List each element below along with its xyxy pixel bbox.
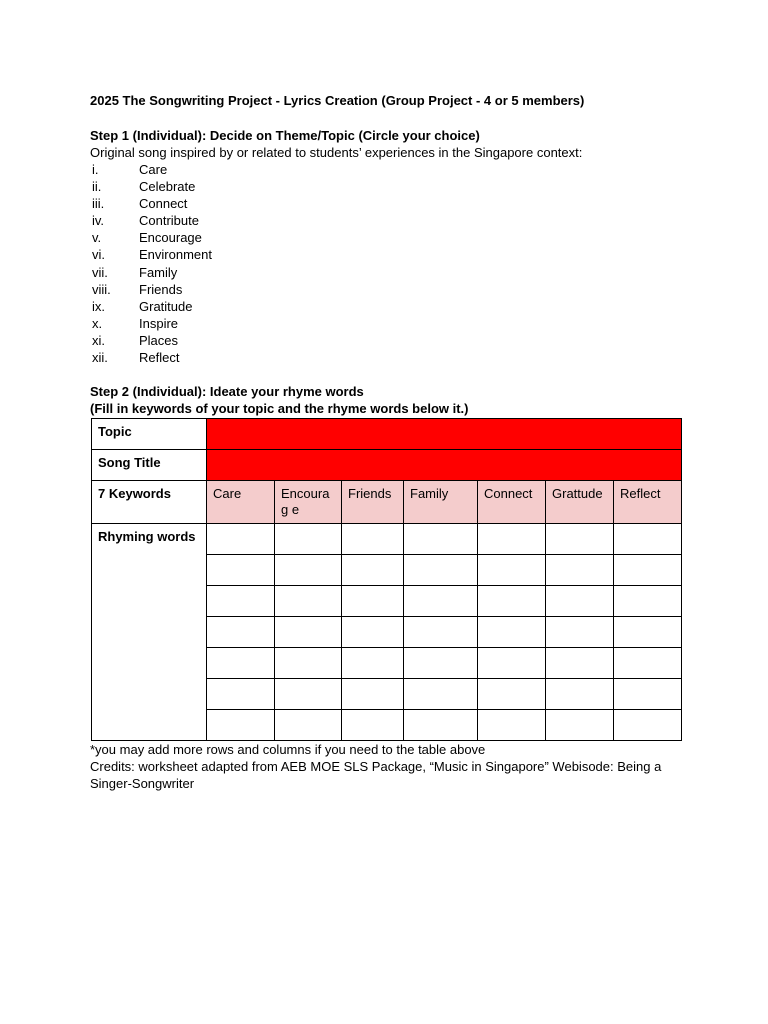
rhyme-cell[interactable] [404, 617, 478, 648]
topic-label: Topic [92, 419, 207, 450]
rhyme-cell[interactable] [342, 555, 404, 586]
credits: Credits: worksheet adapted from AEB MOE SLS Package, “Music in Singapore” Webisode: Being a Singer-Songwriter [90, 759, 662, 791]
rhyme-cell[interactable] [478, 617, 546, 648]
theme-item[interactable]: iii. Connect [92, 196, 188, 212]
rhyme-table [91, 418, 682, 741]
rhyme-cell[interactable] [342, 617, 404, 648]
rhyme-cell[interactable] [546, 555, 614, 586]
rhyme-cell[interactable] [342, 524, 404, 555]
rhyme-cell[interactable] [207, 555, 275, 586]
rhyme-cell[interactable] [478, 524, 546, 555]
keywords-label: 7 Keywords [92, 481, 207, 524]
rhyme-cell[interactable] [342, 679, 404, 710]
rhyme-cell[interactable] [404, 524, 478, 555]
rhyme-cell[interactable] [404, 555, 478, 586]
rhyme-cell[interactable] [404, 710, 478, 741]
theme-item[interactable]: xi. Places [92, 332, 179, 348]
keyword-cell[interactable]: Connect [478, 481, 546, 524]
rhyme-cell[interactable] [546, 648, 614, 679]
theme-item[interactable]: xii. Reflect [92, 350, 180, 366]
rhyme-cell[interactable] [342, 710, 404, 741]
keyword-cell[interactable]: Family [404, 481, 478, 524]
step2-heading: Step 2 (Individual): Ideate your rhyme words [90, 384, 364, 400]
rhyme-cell[interactable] [207, 524, 275, 555]
rhyme-cell[interactable] [614, 617, 682, 648]
theme-item[interactable]: viii. Friends [92, 281, 183, 297]
worksheet-page [90, 92, 690, 417]
rhyme-cell[interactable] [546, 617, 614, 648]
rhyme-cell[interactable] [546, 679, 614, 710]
theme-item[interactable]: ix. Gratitude [92, 298, 193, 314]
song-title-input-cell[interactable] [207, 450, 682, 481]
rhyme-cell[interactable] [207, 679, 275, 710]
rhyming-words-label: Rhyming words [92, 524, 207, 741]
keyword-cell[interactable]: Grattude [546, 481, 614, 524]
keyword-cell[interactable]: Reflect [614, 481, 682, 524]
rhyme-cell[interactable] [614, 679, 682, 710]
song-title-label: Song Title [92, 450, 207, 481]
rhyme-cell[interactable] [614, 710, 682, 741]
rhyme-cell[interactable] [275, 710, 342, 741]
step1-intro: Original song inspired by or related to students’ experiences in the Singapore context: [90, 145, 583, 160]
rhyme-cell[interactable] [342, 586, 404, 617]
theme-item[interactable]: x. Inspire [92, 315, 179, 331]
rhyme-cell[interactable] [275, 524, 342, 555]
rhyme-cell[interactable] [614, 524, 682, 555]
rhyme-cell[interactable] [275, 586, 342, 617]
footer-notes [90, 741, 690, 792]
theme-item[interactable]: vi. Environment [92, 247, 212, 263]
rhyme-cell[interactable] [546, 710, 614, 741]
keyword-cell[interactable]: Encourag e [275, 481, 342, 524]
theme-item[interactable]: v. Encourage [92, 230, 202, 246]
theme-item[interactable]: iv. Contribute [92, 213, 199, 229]
step2-subheading: (Fill in keywords of your topic and the rhyme words below it.) [90, 401, 469, 417]
rhyme-cell[interactable] [546, 586, 614, 617]
rhyme-cell[interactable] [614, 648, 682, 679]
rhyme-cell[interactable] [614, 586, 682, 617]
rhyme-cell[interactable] [207, 710, 275, 741]
theme-item[interactable]: i. Care [92, 162, 168, 177]
rhyme-cell[interactable] [478, 679, 546, 710]
rhyme-cell[interactable] [275, 679, 342, 710]
rhyme-cell[interactable] [478, 710, 546, 741]
rhyme-cell[interactable] [404, 586, 478, 617]
page-title: 2025 The Songwriting Project - Lyrics Creation (Group Project - 4 or 5 members) [90, 93, 585, 108]
theme-item[interactable]: vii. Family [92, 264, 178, 280]
rhyme-cell[interactable] [207, 617, 275, 648]
table-note: *you may add more rows and columns if you need to the table above [90, 742, 486, 757]
rhyme-cell[interactable] [275, 555, 342, 586]
theme-list [90, 161, 690, 366]
rhyme-cell[interactable] [614, 555, 682, 586]
keyword-cell[interactable]: Friends [342, 481, 404, 524]
rhyme-cell[interactable] [207, 586, 275, 617]
rhyme-cell[interactable] [275, 648, 342, 679]
step1-heading: Step 1 (Individual): Decide on Theme/Topic (Circle your choice) [90, 128, 480, 143]
rhyme-cell[interactable] [275, 617, 342, 648]
rhyme-cell[interactable] [478, 555, 546, 586]
topic-input-cell[interactable] [207, 419, 682, 450]
rhyme-cell[interactable] [207, 648, 275, 679]
rhyme-cell[interactable] [404, 679, 478, 710]
rhyme-cell[interactable] [342, 648, 404, 679]
rhyme-cell[interactable] [404, 648, 478, 679]
rhyme-cell[interactable] [478, 648, 546, 679]
rhyme-cell[interactable] [478, 586, 546, 617]
rhyme-cell[interactable] [546, 524, 614, 555]
theme-item[interactable]: ii. Celebrate [92, 179, 196, 195]
keyword-cell[interactable]: Care [207, 481, 275, 524]
